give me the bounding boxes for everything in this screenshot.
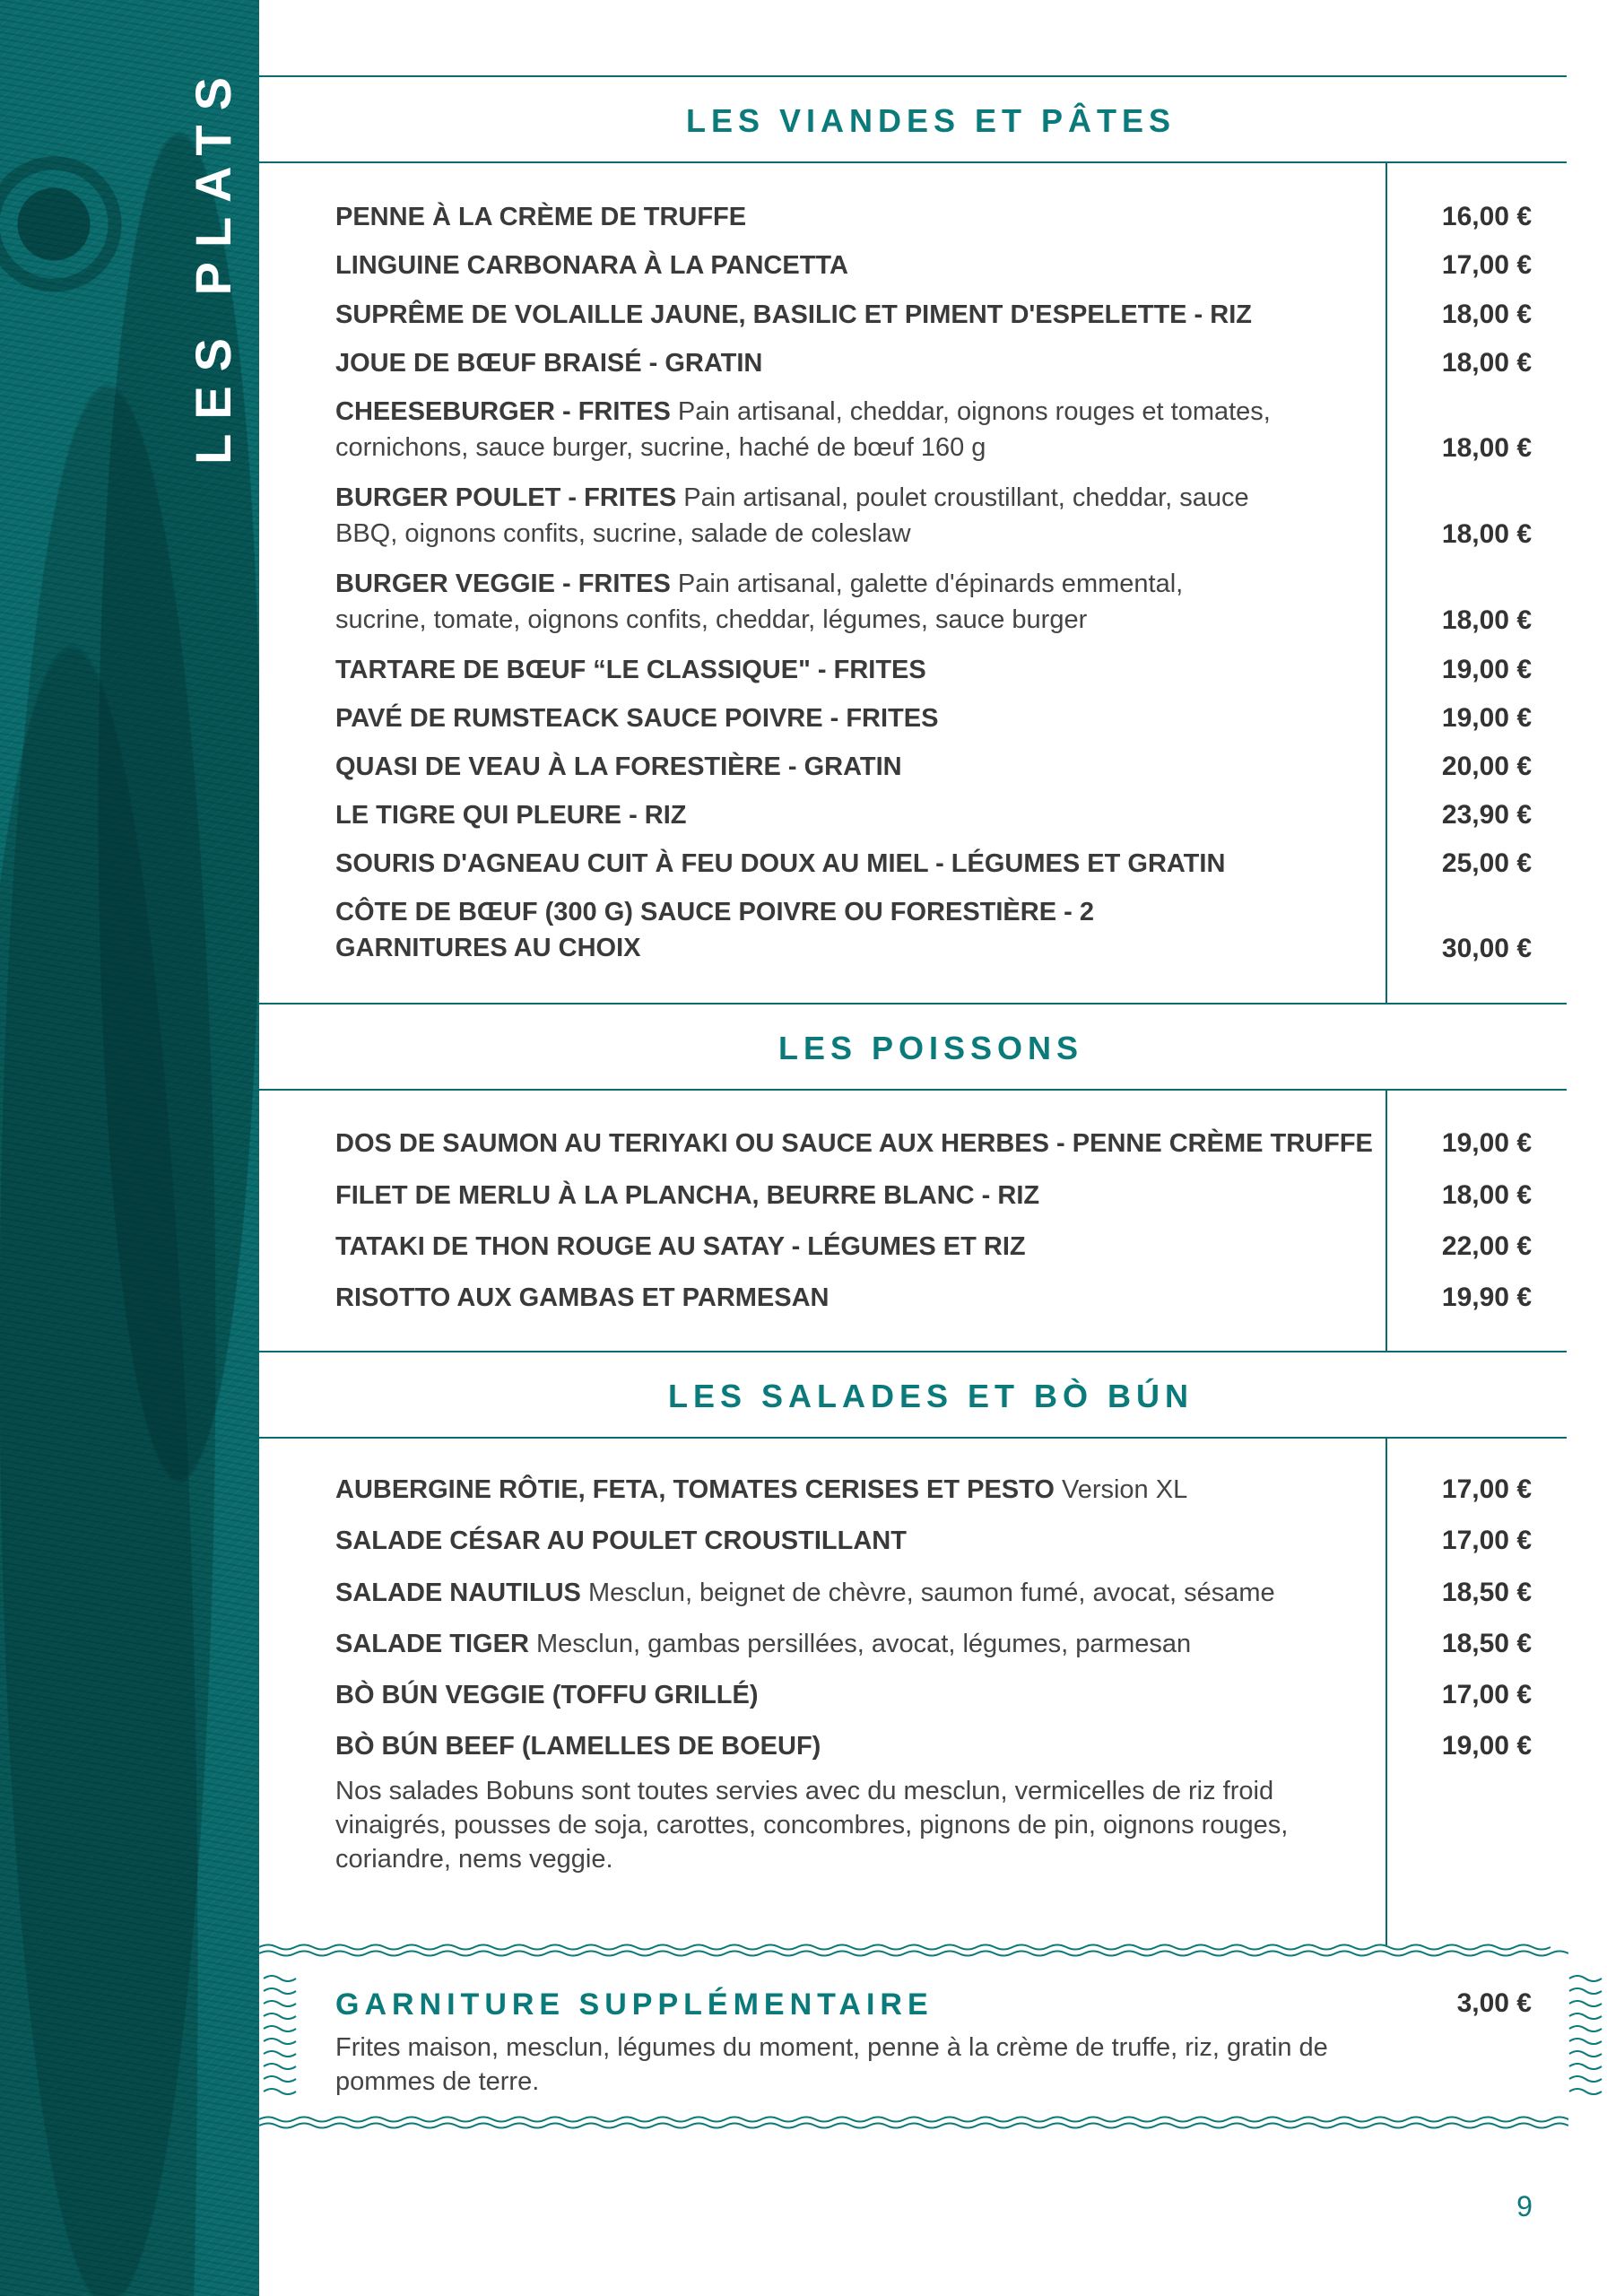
item-description: Pain artisanal, galette d'épinards emmental, sucrine, tomate, oignons confits, cheddar, légumes, sauce burger xyxy=(335,570,1184,634)
item-price: 18,50 € xyxy=(1441,1578,1532,1607)
item-name: SALADE CÉSAR AU POULET CROUSTILLANT xyxy=(335,1526,907,1555)
price-column-divider xyxy=(1385,1091,1387,1351)
item-price: 16,00 € xyxy=(1441,202,1532,231)
menu-item xyxy=(335,1575,1376,1611)
menu-item xyxy=(335,345,1376,381)
item-name: PENNE À LA CRÈME DE TRUFFE xyxy=(335,203,747,231)
section-title-poissons: LES POISSONS xyxy=(777,1030,1084,1066)
item-price: 18,00 € xyxy=(1441,300,1532,329)
item-price: 18,00 € xyxy=(1441,433,1532,463)
menu-item xyxy=(335,1280,1376,1316)
price-column-divider xyxy=(1385,1439,1387,1946)
menu-item xyxy=(335,894,1125,966)
item-name: PAVÉ DE RUMSTEACK SAUCE POIVRE - FRITES xyxy=(335,704,939,733)
item-price: 19,00 € xyxy=(1441,1128,1532,1158)
item-name: BURGER POULET - FRITES xyxy=(335,483,677,512)
item-description: Mesclun, gambas persillées, avocat, légumes, parmesan xyxy=(535,1630,1192,1658)
menu-item xyxy=(335,1523,1376,1559)
garniture-description: Frites maison, mesclun, légumes du moment, penne à la crème de truffe, riz, gratin de pommes de terre. xyxy=(335,2033,1328,2096)
section-title-salades: LES SALADES ET BÒ BÚN xyxy=(667,1378,1194,1414)
item-price: 22,00 € xyxy=(1441,1231,1532,1261)
item-price: 17,00 € xyxy=(1441,1474,1532,1504)
item-description: Pain artisanal, cheddar, oignons rouges et tomates, cornichons, sauce burger, sucrine, haché de bœuf 160 g xyxy=(335,397,1271,462)
menu-item xyxy=(335,1728,1376,1764)
menu-item xyxy=(335,1677,1376,1713)
divider xyxy=(259,161,1567,163)
item-name: SALADE NAUTILUS xyxy=(335,1578,581,1607)
sidebar-engraving xyxy=(0,0,259,2296)
item-name: CHEESEBURGER - FRITES xyxy=(335,397,671,426)
wave-border-bottom xyxy=(259,2115,1568,2129)
menu-item xyxy=(335,1229,1376,1265)
item-name: QUASI DE VEAU À LA FORESTIÈRE - GRATIN xyxy=(335,752,902,781)
menu-item xyxy=(335,1126,1376,1161)
menu-item xyxy=(335,1178,1376,1213)
item-name: BÒ BÚN VEGGIE (TOFFU GRILLÉ) xyxy=(335,1681,759,1709)
item-price: 30,00 € xyxy=(1441,934,1532,963)
item-price: 19,00 € xyxy=(1441,655,1532,684)
item-name: TARTARE DE BŒUF “LE CLASSIQUE" - FRITES xyxy=(335,656,926,684)
item-price: 19,90 € xyxy=(1441,1283,1532,1312)
page-number: 9 xyxy=(1516,2190,1533,2222)
item-price: 25,00 € xyxy=(1441,848,1532,878)
item-price: 18,00 € xyxy=(1441,605,1532,635)
bobun-note: Nos salades Bobuns sont toutes servies avec du mesclun, vermicelles de riz froid vinaigrés, pousses de soja, carottes, concombres, pignons de pin, oignons rouges, coriandre, nems veggie. xyxy=(335,1777,1289,1874)
menu-item xyxy=(335,797,1376,833)
menu-item xyxy=(335,652,1376,688)
menu-item xyxy=(335,700,1376,736)
menu-item xyxy=(335,394,1376,465)
divider xyxy=(259,75,1567,77)
garniture-price: 3,00 € xyxy=(1456,1988,1532,2018)
item-name: SUPRÊME DE VOLAILLE JAUNE, BASILIC ET PIMENT D'ESPELETTE - RIZ xyxy=(335,300,1252,329)
item-price: 19,00 € xyxy=(1441,703,1532,733)
item-name: FILET DE MERLU À LA PLANCHA, BEURRE BLANC - RIZ xyxy=(335,1181,1040,1210)
item-name: RISOTTO AUX GAMBAS ET PARMESAN xyxy=(335,1283,830,1312)
item-price: 18,00 € xyxy=(1441,348,1532,378)
garniture-title: GARNITURE SUPPLÉMENTAIRE xyxy=(335,1987,934,2022)
item-name: TATAKI DE THON ROUGE AU SATAY - LÉGUMES ET RIZ xyxy=(335,1232,1026,1261)
wave-border-top xyxy=(259,1943,1568,1957)
item-price: 18,50 € xyxy=(1441,1629,1532,1658)
item-name: LE TIGRE QUI PLEURE - RIZ xyxy=(335,801,687,830)
item-price: 17,00 € xyxy=(1441,1526,1532,1555)
item-price: 17,00 € xyxy=(1441,1680,1532,1709)
menu-item xyxy=(335,749,1376,785)
item-name: LINGUINE CARBONARA À LA PANCETTA xyxy=(335,251,848,280)
divider xyxy=(259,1089,1567,1091)
menu-item xyxy=(335,248,1376,283)
menu-item xyxy=(335,1472,1376,1508)
item-name: SALADE TIGER xyxy=(335,1630,529,1658)
item-name: JOUE DE BŒUF BRAISÉ - GRATIN xyxy=(335,349,763,378)
item-name: AUBERGINE RÔTIE, FETA, TOMATES CERISES ET PESTO xyxy=(335,1475,1055,1504)
wave-border-left xyxy=(262,1971,298,2106)
item-price: 23,90 € xyxy=(1441,800,1532,830)
menu-item xyxy=(335,297,1376,333)
item-name: BÒ BÚN BEEF (LAMELLES DE BOEUF) xyxy=(335,1732,821,1761)
wave-border-right xyxy=(1568,1971,1603,2106)
item-description: Mesclun, beignet de chèvre, saumon fumé, avocat, sésame xyxy=(587,1578,1275,1607)
divider xyxy=(259,1003,1567,1004)
item-name: CÔTE DE BŒUF (300 G) SAUCE POIVRE OU FORESTIÈRE - 2 GARNITURES AU CHOIX xyxy=(335,898,1094,962)
menu-item xyxy=(335,199,1376,235)
item-price: 18,00 € xyxy=(1441,519,1532,549)
menu-item xyxy=(335,480,1250,552)
menu-item xyxy=(335,846,1376,882)
sidebar-title: LES PLATS xyxy=(185,63,241,465)
divider xyxy=(259,1437,1567,1439)
menu-item xyxy=(335,1626,1376,1662)
divider xyxy=(259,1351,1567,1352)
item-price: 18,00 € xyxy=(1441,1180,1532,1210)
item-description: Pain artisanal, poulet croustillant, cheddar, sauce BBQ, oignons confits, sucrine, salade de coleslaw xyxy=(335,483,1249,548)
menu-item xyxy=(335,566,1277,638)
item-price: 20,00 € xyxy=(1441,752,1532,781)
item-name: DOS DE SAUMON AU TERIYAKI OU SAUCE AUX HERBES - PENNE CRÈME TRUFFE xyxy=(335,1129,1373,1158)
section-title-viandes: LES VIANDES ET PÂTES xyxy=(685,102,1177,139)
item-price: 19,00 € xyxy=(1441,1731,1532,1761)
item-name: BURGER VEGGIE - FRITES xyxy=(335,570,671,598)
item-price: 17,00 € xyxy=(1441,250,1532,280)
item-name: SOURIS D'AGNEAU CUIT À FEU DOUX AU MIEL - LÉGUMES ET GRATIN xyxy=(335,849,1226,878)
item-description: Version XL xyxy=(1061,1475,1188,1504)
price-column-divider xyxy=(1385,163,1387,1003)
